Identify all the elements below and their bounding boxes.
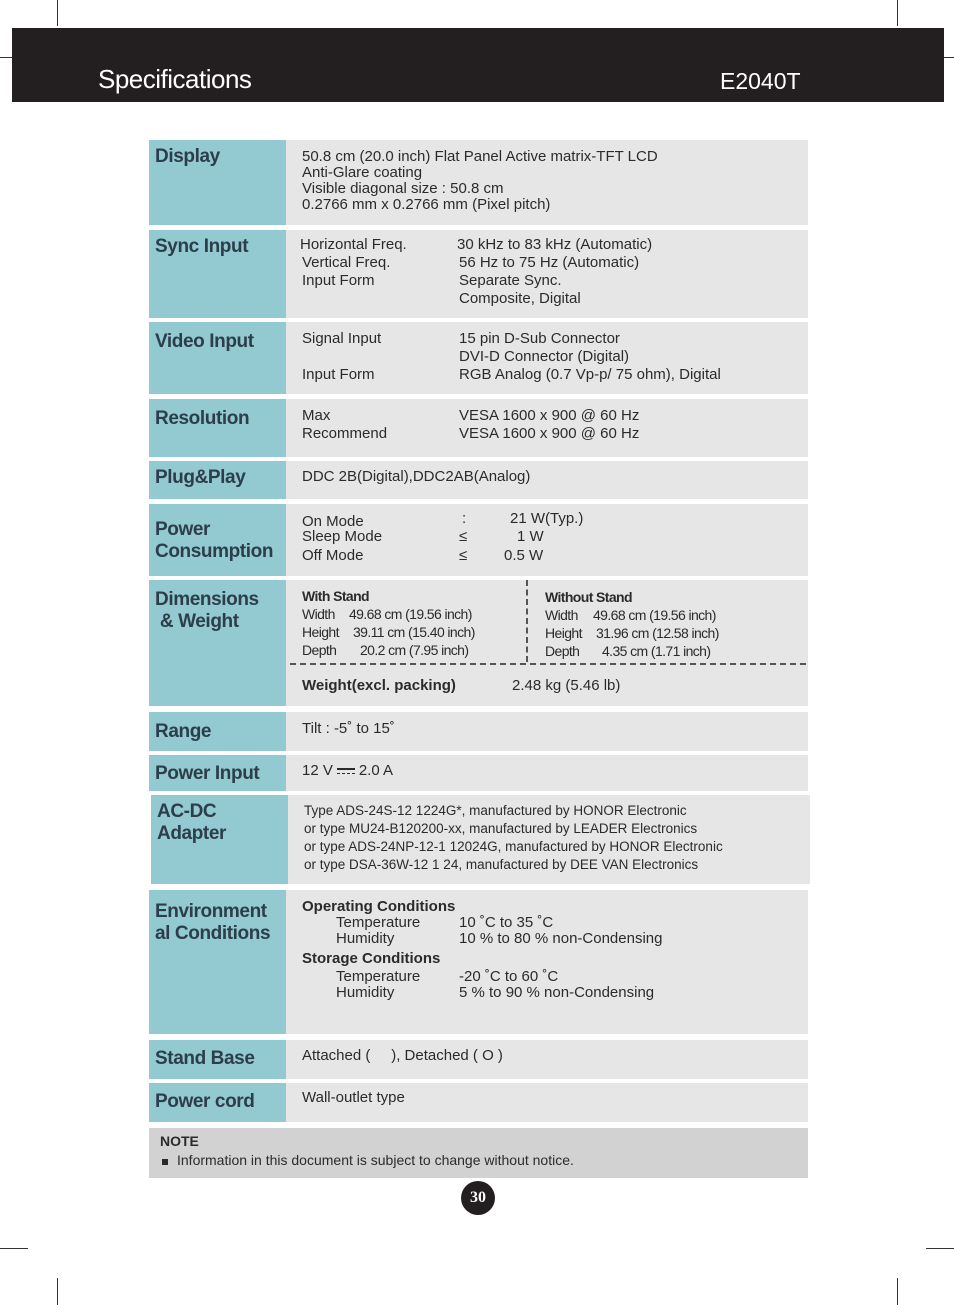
spec-value: 31.96 cm (12.58 inch) — [596, 625, 719, 641]
spec-text: 50.8 cm (20.0 inch) Flat Panel Active matrix-TFT LCD — [302, 148, 658, 165]
spec-key: Off Mode — [302, 547, 364, 564]
crop-mark — [57, 1278, 58, 1305]
spec-value: DDC 2B(Digital),DDC2AB(Analog) — [302, 468, 531, 485]
spec-value: 4.35 cm (1.71 inch) — [602, 643, 711, 659]
amperage: 2.0 A — [358, 762, 394, 779]
spec-row-power-input — [149, 755, 808, 791]
spec-key: Height — [302, 624, 339, 640]
spec-text: Visible diagonal size : 50.8 cm — [302, 180, 504, 197]
spec-row-dimensions — [149, 580, 808, 706]
power-input-value — [302, 762, 393, 780]
spec-label — [149, 461, 286, 499]
spec-label — [149, 504, 286, 576]
note-title: NOTE — [160, 1133, 199, 1149]
spec-key: Input Form — [302, 366, 375, 383]
spec-label — [149, 755, 286, 791]
spec-value: RGB Analog (0.7 Vp-p/ 75 ohm), Digital — [459, 366, 721, 383]
spec-content — [286, 230, 808, 318]
spec-text: 0.2766 mm x 0.2766 mm (Pixel pitch) — [302, 196, 551, 213]
spec-key: Width — [302, 606, 335, 622]
page-title: Specifications — [98, 64, 252, 94]
spec-label-text: Video Input — [155, 331, 254, 352]
spec-key: Temperature — [336, 968, 421, 985]
spec-value: 30 kHz to 83 kHz (Automatic) — [457, 236, 653, 253]
spec-label — [149, 230, 286, 318]
spec-label-text: AC-DC Adapter — [157, 801, 226, 844]
spec-content — [286, 322, 808, 394]
spec-key: Humidity — [336, 930, 395, 947]
model-name: E2040T — [720, 68, 801, 94]
spec-content — [286, 399, 808, 457]
spec-value: 39.11 cm (15.40 inch) — [353, 624, 475, 640]
spec-label — [149, 1040, 286, 1079]
spec-key: Horizontal Freq. — [300, 236, 407, 253]
spec-row-stand-base — [149, 1040, 808, 1079]
spec-value: 49.68 cm (19.56 inch) — [593, 607, 716, 623]
spec-value: -20 ˚C to 60 ˚C — [459, 968, 559, 985]
spec-value: Attached ( ), Detached ( O ) — [302, 1047, 503, 1064]
spec-label — [149, 712, 286, 751]
label-line: Power — [155, 519, 211, 540]
spec-label — [151, 795, 288, 884]
spec-key: Depth — [545, 643, 580, 659]
spec-key: Depth — [302, 642, 337, 658]
weight-value: 2.48 kg (5.46 lb) — [512, 677, 621, 694]
spec-key: Input Form — [302, 272, 375, 289]
spec-value: 0.5 W — [504, 547, 544, 564]
column-divider — [526, 580, 528, 662]
spec-key: Max — [302, 407, 331, 424]
spec-value: Tilt : -5˚ to 15˚ — [302, 720, 395, 737]
operating-title: Operating Conditions — [302, 898, 456, 915]
page-number: 30 — [461, 1181, 495, 1215]
spec-value: Separate Sync. — [459, 272, 562, 289]
spec-value: 5 % to 90 % non-Condensing — [459, 984, 655, 1001]
spec-label-text: Plug&Play — [155, 467, 246, 488]
spec-value: DVI-D Connector (Digital) — [459, 348, 630, 365]
spec-row-sync-input — [149, 230, 808, 318]
spec-row-environment — [149, 890, 808, 1034]
spec-value: Wall-outlet type — [302, 1089, 405, 1106]
crop-mark — [57, 0, 58, 26]
label-line: Dimensions — [155, 589, 259, 610]
spec-label — [149, 140, 286, 225]
spec-content — [286, 712, 808, 751]
spec-label-text: Stand Base — [155, 1048, 255, 1069]
spec-content — [286, 1083, 808, 1122]
spec-text: or type ADS-24NP-12-1 12024G, manufactured by HONOR Electronic — [304, 839, 723, 854]
spec-content — [286, 461, 808, 499]
spec-row-range — [149, 712, 808, 751]
spec-content — [286, 140, 808, 225]
spec-value: 21 W(Typ.) — [510, 510, 584, 527]
spec-label-text: Sync Input — [155, 236, 249, 257]
crop-mark — [0, 1248, 28, 1249]
spec-text: or type MU24-B120200-xx, manufactured by LEADER Electronics — [304, 821, 698, 836]
spec-label-text: Power Input — [155, 763, 260, 784]
spec-value: 1 W — [517, 528, 544, 545]
spec-text: Anti-Glare coating — [302, 164, 423, 181]
spec-label — [149, 399, 286, 457]
crop-mark — [897, 0, 898, 26]
spec-label — [149, 580, 286, 706]
spec-row-video-input — [149, 322, 808, 394]
spec-label-text — [155, 519, 273, 563]
spec-text: or type DSA-36W-12 1 24, manufactured by DEE VAN Electronics — [304, 857, 699, 872]
spec-key: Recommend — [302, 425, 388, 442]
spec-label — [149, 890, 286, 1034]
spec-row-resolution — [149, 399, 808, 457]
with-stand-title: With Stand — [302, 588, 369, 604]
label-line: Consumption — [155, 541, 274, 562]
note-text: Information in this document is subject to change without notice. — [177, 1152, 574, 1168]
spec-label-text — [155, 901, 270, 945]
spec-row-power-consumption — [149, 504, 808, 576]
spec-value: 10 % to 80 % non-Condensing — [459, 930, 663, 947]
spec-content — [288, 795, 810, 884]
page-header — [12, 28, 944, 102]
spec-row-adapter — [151, 795, 810, 884]
crop-mark — [0, 57, 12, 58]
bullet-icon — [162, 1159, 168, 1165]
spec-content — [286, 1040, 808, 1079]
spec-label-text: Range — [155, 721, 212, 742]
spec-value: VESA 1600 x 900 @ 60 Hz — [459, 407, 640, 424]
weight-label: Weight(excl. packing) — [302, 677, 456, 694]
spec-content — [286, 580, 808, 706]
spec-label — [149, 1083, 286, 1122]
spec-op: ≤ — [459, 528, 468, 545]
spec-key: Humidity — [336, 984, 395, 1001]
spec-value: VESA 1600 x 900 @ 60 Hz — [459, 425, 640, 442]
spec-label — [149, 322, 286, 394]
spec-label-text — [155, 589, 259, 633]
spec-key: Height — [545, 625, 582, 641]
storage-title: Storage Conditions — [302, 950, 441, 967]
spec-label-text: Power cord — [155, 1091, 255, 1112]
spec-value: 56 Hz to 75 Hz (Automatic) — [459, 254, 640, 271]
spec-content — [286, 504, 808, 576]
weight-divider — [290, 663, 806, 665]
crop-mark — [944, 57, 954, 58]
spec-row-power-cord — [149, 1083, 808, 1122]
spec-row-plug-play — [149, 461, 808, 499]
dc-symbol-icon — [337, 767, 355, 775]
label-line: Environment — [155, 901, 267, 922]
spec-label-text: Resolution — [155, 408, 250, 429]
spec-op: : — [462, 510, 467, 527]
without-stand-title: Without Stand — [545, 589, 632, 605]
spec-row-display — [149, 140, 808, 225]
spec-op: ≤ — [459, 547, 468, 564]
spec-value: 15 pin D-Sub Connector — [459, 330, 620, 347]
spec-value: 49.68 cm (19.56 inch) — [349, 606, 472, 622]
label-line: al Conditions — [155, 923, 271, 944]
spec-value: Composite, Digital — [459, 290, 581, 307]
crop-mark — [897, 1278, 898, 1305]
spec-label-text: Display — [155, 146, 220, 167]
spec-content — [286, 890, 808, 1034]
crop-mark — [926, 1248, 954, 1249]
spec-text: Type ADS-24S-12 1224G*, manufactured by HONOR Electronic — [304, 803, 687, 818]
note-box — [149, 1128, 808, 1178]
spec-value: 10 ˚C to 35 ˚C — [459, 914, 554, 931]
spec-content — [286, 755, 808, 791]
spec-key: Vertical Freq. — [302, 254, 391, 271]
spec-key: Signal Input — [302, 330, 382, 347]
spec-key: Sleep Mode — [302, 528, 383, 545]
spec-key: On Mode — [302, 513, 364, 530]
voltage: 12 V — [302, 762, 333, 779]
label-line: & Weight — [155, 611, 239, 632]
spec-key: Width — [545, 607, 578, 623]
spec-key: Temperature — [336, 914, 421, 931]
spec-value: 20.2 cm (7.95 inch) — [360, 642, 469, 658]
